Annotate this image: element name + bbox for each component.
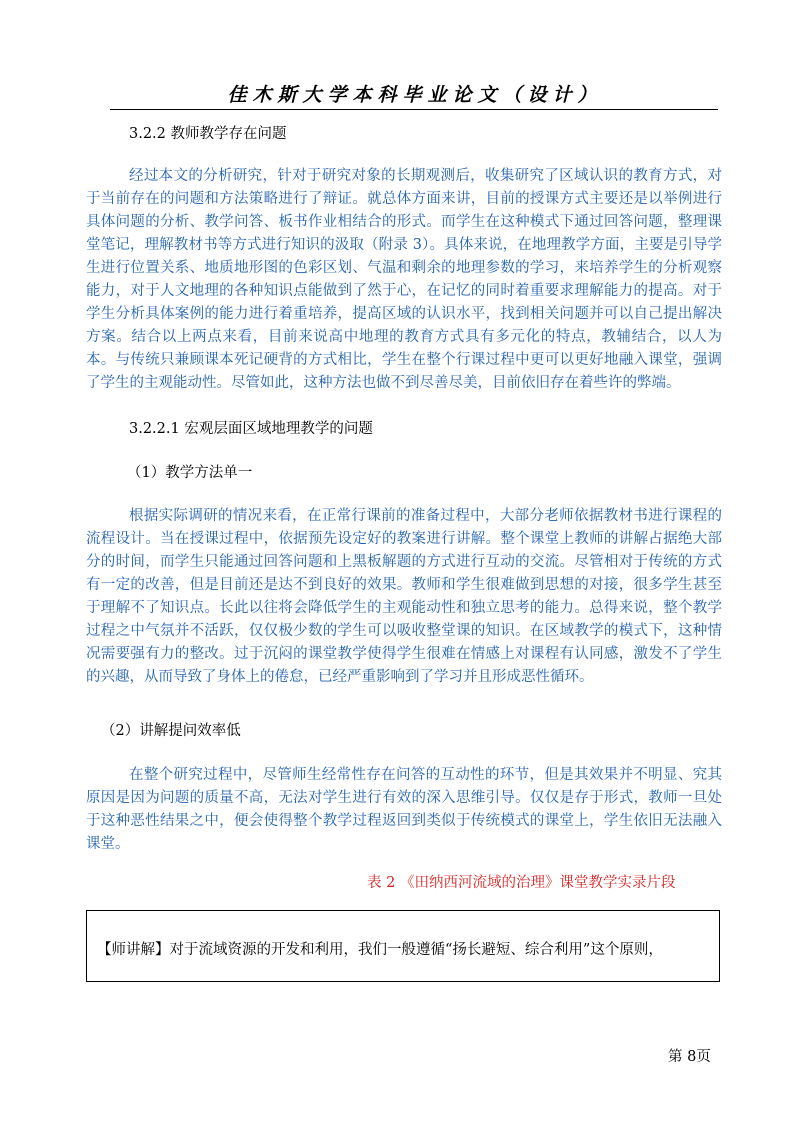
paragraph-low-efficiency: 在整个研究过程中，尽管师生经常性存在问答的互动性的环节，但是其效果并不明显、究其原因是因为问题的质量不高，无法对学生进行有效的深入思维引导。仅仅是存于形式，教师一旦处于这种恶性结果之中，便会使得整个教学过程返回到类似于传统模式的课堂上，学生依旧无法融入课堂。 — [86, 767, 722, 852]
table-box — [86, 910, 720, 982]
table-row-text: 【师讲解】对于流域资源的开发和利用，我们一般遵循“扬长避短、综合利用”这个原则， — [97, 942, 663, 958]
section-heading-3-2-2-1: 3.2.2.1 宏观层面区域地理教学的问题 — [129, 421, 373, 437]
header-divider — [110, 109, 718, 110]
page-number: 第 8页 — [668, 1049, 711, 1065]
paragraph-single-method: 根据实际调研的情况来看，在正常行课前的准备过程中，大部分老师依据教材书进行课程的流程设计。当在授课过程中，依据预先设定好的教案进行讲解。整个课堂上教师的讲解占据绝大部分的时间，而学生只能通过回答问题和上黑板解题的方式进行互动的交流。尽管相对于传统的方式有一定的改善，但是目前还是达不到良好的效果。教师和学生很难做到思想的对接，很多学生甚至于理解不了知识点。长此以往将会降低学生的主观能动性和独立思考的能力。总得来说，整个教学过程之中气氛并不活跃，仅仅极少数的学生可以吸收整堂课的知识。在区域教学的模式下，这种情况需要强有力的整改。过于沉闷的课堂教学使得学生很难在情感上对课程有认同感，激发不了学生的兴趣，从而导致了身体上的倦怠，已经严重影响到了学习并且形成恶性循环。 — [86, 508, 722, 685]
subheading-low-efficiency: （2）讲解提问效率低 — [101, 723, 241, 739]
page-header-title: 佳木斯大学本科毕业论文（设计） — [227, 84, 603, 106]
section-heading-3-2-2: 3.2.2 教师教学存在问题 — [129, 126, 287, 142]
table-caption: 表 2 《田纳西河流域的治理》课堂教学实录片段 — [367, 875, 676, 891]
paragraph-teaching-problems: 经过本文的分析研究，针对于研究对象的长期观测后，收集研究了区域认识的教育方式，对于当前存在的问题和方法策略进行了辩证。就总体方面来讲，目前的授课方式主要还是以举例进行具体问题的分析、教学问答、板书作业相结合的形式。而学生在这种模式下通过回答问题，整理课堂笔记，理解教材书等方式进行知识的汲取（附录 3）。具体来说，在地理教学方面，主要是引导学生进行位置关系、地质地形图的色彩区划、气温和剩余的地理参数的学习，来培养学生的分析观察能力，对于人文地理的各种知识点能做到了然于心，在记忆的同时着重要求理解能力的提高。对于学生分析具体案例的能力进行着重培养，提高区域的认识水平，找到相关问题并可以自己提出解决方案。结合以上两点来看，目前来说高中地理的教育方式具有多元化的特点，教辅结合，以人为本。与传统只兼顾课本死记硬背的方式相比，学生在整个行课过程中更可以更好地融入课堂，强调了学生的主观能动性。尽管如此，这种方法也做不到尽善尽美，目前依旧存在着些许的弊端。 — [86, 168, 722, 391]
subheading-single-method: （1）教学方法单一 — [127, 465, 253, 481]
